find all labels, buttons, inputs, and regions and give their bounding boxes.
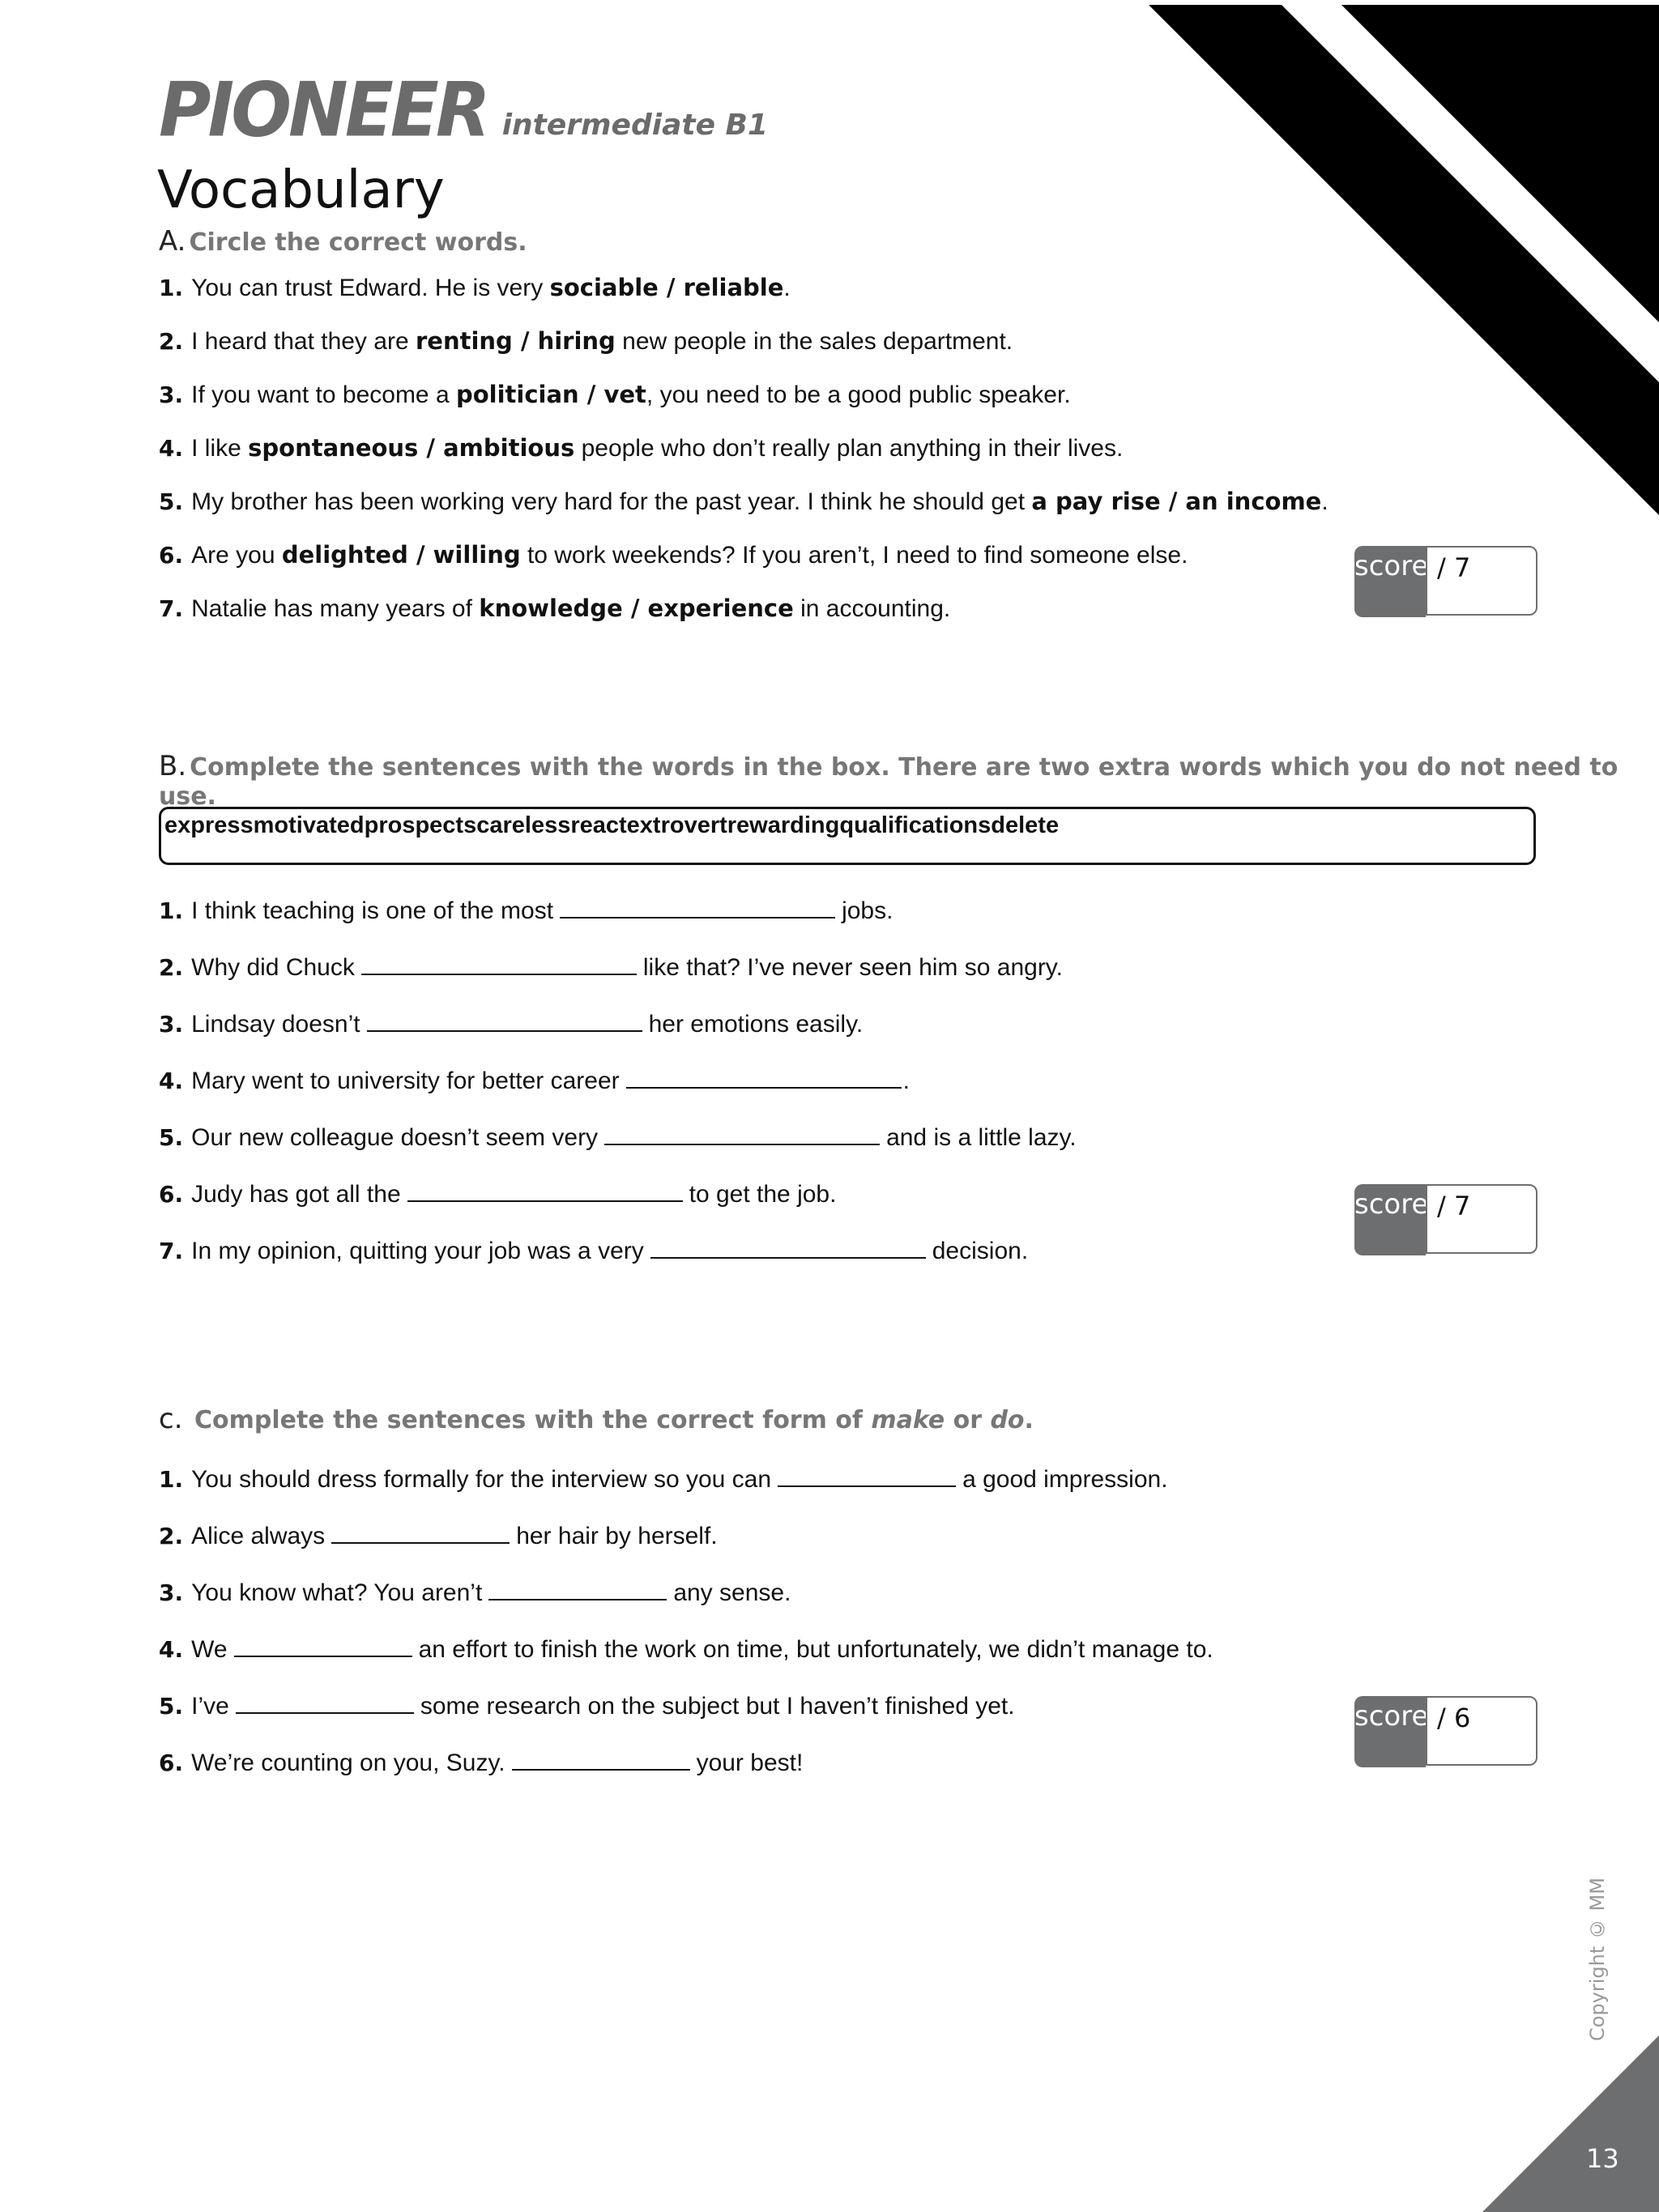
section-c-score-box xyxy=(1354,1696,1539,1767)
answer-blank[interactable] xyxy=(331,1521,510,1544)
score-label: score xyxy=(1354,546,1426,617)
item-text: I like xyxy=(191,435,249,462)
answer-blank[interactable] xyxy=(650,1236,926,1259)
item-text: an effort to finish the work on time, but unfortunately, we didn’t manage to. xyxy=(418,1636,1213,1663)
section-a-instruction: Circle the correct words. xyxy=(189,228,527,257)
word-box: expressmotivatedprospectscarelessreactextrovertrewardingqualificationsdelete xyxy=(159,807,1536,865)
section-a-item xyxy=(159,541,1188,569)
section-b-score-box xyxy=(1354,1184,1539,1255)
item-text: and is a little lazy. xyxy=(886,1124,1077,1151)
score-field[interactable]: / 7 xyxy=(1426,1184,1537,1254)
section-a-letter: A. xyxy=(159,225,186,258)
section-b-heading xyxy=(159,750,1659,811)
item-text: to work weekends? If you aren’t, I need to find someone else. xyxy=(520,542,1188,569)
item-number: 6. xyxy=(159,1181,184,1208)
item-text: . xyxy=(902,1068,910,1094)
item-text: You can trust Edward. He is very xyxy=(191,275,550,301)
answer-blank[interactable] xyxy=(512,1748,690,1771)
brand-header xyxy=(159,66,769,154)
section-b-item xyxy=(159,1066,910,1095)
item-text: You should dress formally for the interview so you can xyxy=(191,1466,772,1493)
item-text: like that? I’ve never seen him so angry. xyxy=(642,954,1063,981)
section-b-item xyxy=(159,1179,836,1208)
item-number: 7. xyxy=(159,1238,184,1264)
item-text: I heard that they are xyxy=(191,328,416,355)
item-text: Natalie has many years of xyxy=(191,595,480,622)
section-a-item xyxy=(159,327,1013,356)
section-c-item xyxy=(159,1691,1015,1720)
item-text: jobs. xyxy=(842,897,893,924)
item-text: In my opinion, quitting your job was a very xyxy=(191,1238,644,1264)
section-b-instruction: Complete the sentences with the words in the box. There are two extra words which you do not need to use. xyxy=(159,753,1618,811)
item-number: 3. xyxy=(159,381,184,408)
item-text: You know what? You aren’t xyxy=(191,1579,483,1606)
section-c-letter: c. xyxy=(159,1403,183,1435)
word-choice[interactable]: knowledge / experience xyxy=(479,595,794,622)
item-text: people who don’t really plan anything in their lives. xyxy=(574,435,1124,462)
section-c-or: or xyxy=(945,1406,991,1434)
word-choice[interactable]: politician / vet xyxy=(455,381,646,408)
section-c-instruction: Complete the sentences with the correct form of xyxy=(194,1406,872,1434)
answer-blank[interactable] xyxy=(604,1123,880,1145)
item-text: her emotions easily. xyxy=(648,1011,864,1038)
course-level: intermediate B1 xyxy=(501,109,769,142)
section-c-word-make: make xyxy=(871,1406,945,1434)
page-number: 13 xyxy=(1586,2143,1619,2174)
answer-blank[interactable] xyxy=(236,1691,414,1714)
item-number: 7. xyxy=(159,595,184,622)
item-text: We xyxy=(191,1636,228,1663)
item-text: We’re counting on you, Suzy. xyxy=(191,1750,505,1776)
word-choice[interactable]: sociable / reliable xyxy=(549,274,784,301)
item-number: 1. xyxy=(159,1466,184,1493)
answer-blank[interactable] xyxy=(626,1066,902,1089)
section-a-heading xyxy=(159,225,527,258)
section-a-item xyxy=(159,381,1071,409)
item-number: 2. xyxy=(159,1523,184,1549)
item-text: I’ve xyxy=(191,1693,229,1720)
score-field[interactable]: / 7 xyxy=(1426,546,1537,616)
item-text: your best! xyxy=(696,1750,804,1776)
item-text: Our new colleague doesn’t seem very xyxy=(191,1124,599,1151)
item-number: 3. xyxy=(159,1579,184,1606)
section-c-item xyxy=(159,1464,1168,1494)
section-c-item xyxy=(159,1578,791,1607)
word-choice[interactable]: delighted / willing xyxy=(281,541,521,569)
item-number: 6. xyxy=(159,1750,184,1776)
section-c-item xyxy=(159,1748,803,1777)
answer-blank[interactable] xyxy=(361,953,637,975)
section-a-item xyxy=(159,274,791,302)
score-label: score xyxy=(1354,1184,1426,1255)
answer-blank[interactable] xyxy=(234,1634,412,1657)
section-b-item xyxy=(159,896,893,925)
item-number: 1. xyxy=(159,897,184,924)
section-c-period: . xyxy=(1024,1406,1034,1434)
item-text: to get the job. xyxy=(689,1181,837,1208)
item-text: My brother has been working very hard for the past year. I think he should get xyxy=(191,488,1032,515)
item-number: 5. xyxy=(159,1124,184,1151)
item-text: Judy has got all the xyxy=(191,1181,401,1208)
section-a-score-box xyxy=(1354,546,1539,617)
item-text: Are you xyxy=(191,542,282,569)
item-number: 3. xyxy=(159,1011,184,1038)
item-number: 1. xyxy=(159,275,184,301)
item-number: 4. xyxy=(159,1636,184,1663)
item-number: 5. xyxy=(159,1693,184,1720)
item-number: 6. xyxy=(159,542,184,569)
item-text: decision. xyxy=(932,1238,1029,1264)
item-text: Alice always xyxy=(191,1523,326,1549)
item-number: 5. xyxy=(159,488,184,515)
answer-blank[interactable] xyxy=(367,1009,642,1032)
section-b-letter: B. xyxy=(159,750,187,782)
item-number: 2. xyxy=(159,954,184,981)
item-text: any sense. xyxy=(673,1579,791,1606)
section-b-item xyxy=(159,1123,1077,1152)
item-text: her hair by herself. xyxy=(516,1523,718,1549)
section-b-item xyxy=(159,1009,863,1038)
brand-logo: PIONEER xyxy=(159,66,488,154)
score-field[interactable]: / 6 xyxy=(1426,1696,1537,1766)
section-a-item xyxy=(159,434,1123,462)
item-text: Lindsay doesn’t xyxy=(191,1011,360,1038)
section-a-item xyxy=(159,488,1328,516)
item-text: If you want to become a xyxy=(191,381,456,408)
answer-blank[interactable] xyxy=(488,1578,667,1600)
item-number: 4. xyxy=(159,435,184,462)
item-text: I think teaching is one of the most xyxy=(191,897,554,924)
page-title: Vocabulary xyxy=(157,160,445,220)
section-c-item xyxy=(159,1521,718,1550)
item-number: 4. xyxy=(159,1068,184,1094)
answer-blank[interactable] xyxy=(407,1179,683,1202)
item-text: some research on the subject but I haven’t finished yet. xyxy=(420,1693,1015,1720)
section-a-item xyxy=(159,595,950,623)
answer-blank[interactable] xyxy=(778,1464,956,1487)
section-c-item xyxy=(159,1634,1213,1664)
answer-blank[interactable] xyxy=(560,896,835,918)
section-c-word-do: do xyxy=(990,1406,1025,1434)
item-text: new people in the sales department. xyxy=(615,328,1013,355)
item-text: Why did Chuck xyxy=(191,954,355,981)
section-c-heading xyxy=(159,1403,1034,1435)
copyright-notice: Copyright © MM xyxy=(1586,1877,1609,2041)
item-text: , you need to be a good public speaker. xyxy=(646,381,1071,408)
word-choice[interactable]: spontaneous / ambitious xyxy=(248,434,575,462)
word-choice[interactable]: renting / hiring xyxy=(415,327,616,355)
item-text: Mary went to university for better career xyxy=(191,1068,620,1094)
item-number: 2. xyxy=(159,328,184,355)
score-label: score xyxy=(1354,1696,1426,1767)
item-text: . xyxy=(1321,488,1328,515)
item-text: in accounting. xyxy=(793,595,951,622)
item-text: . xyxy=(783,275,791,301)
section-b-item xyxy=(159,953,1063,982)
item-text: a good impression. xyxy=(962,1466,1168,1493)
word-choice[interactable]: a pay rise / an income xyxy=(1031,488,1322,515)
section-b-item xyxy=(159,1236,1028,1265)
